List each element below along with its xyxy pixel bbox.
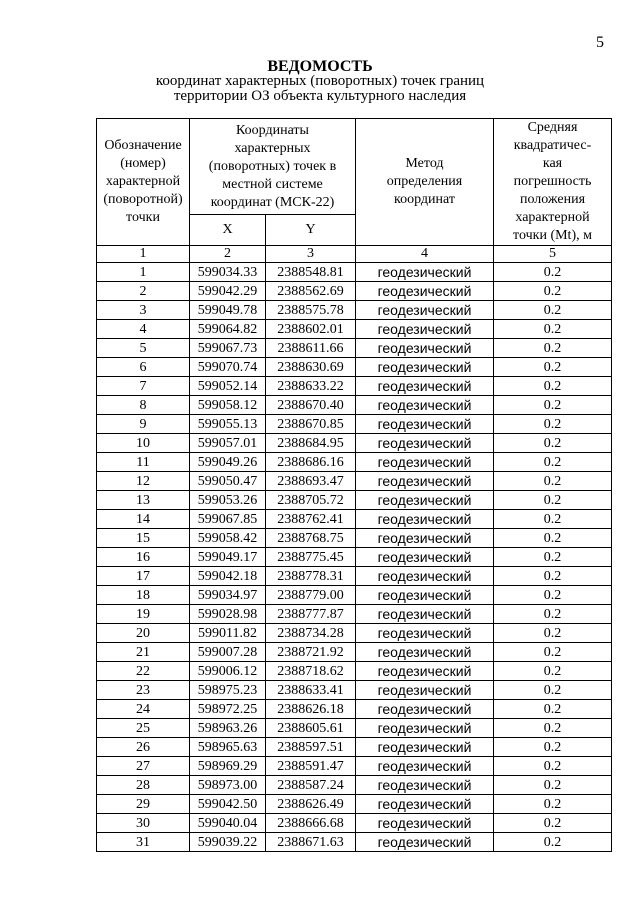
x-coordinate-cell: 598969.29 [190, 757, 266, 776]
y-coordinate-cell: 2388587.24 [266, 776, 356, 795]
method-cell: геодезический [356, 510, 494, 529]
table-row [97, 624, 612, 643]
error-cell: 0.2 [494, 377, 612, 396]
error-cell: 0.2 [494, 548, 612, 567]
point-number-cell: 6 [97, 358, 190, 377]
error-cell: 0.2 [494, 605, 612, 624]
error-cell: 0.2 [494, 396, 612, 415]
x-coordinate-cell: 598975.23 [190, 681, 266, 700]
method-cell: геодезический [356, 662, 494, 681]
x-coordinate-cell: 599011.82 [190, 624, 266, 643]
error-cell: 0.2 [494, 757, 612, 776]
table-row [97, 586, 612, 605]
y-coordinate-cell: 2388633.22 [266, 377, 356, 396]
header-error-line: Средняя [527, 120, 578, 135]
x-coordinate-cell: 599040.04 [190, 814, 266, 833]
point-number-cell: 28 [97, 776, 190, 795]
table-row [97, 643, 612, 662]
error-cell: 0.2 [494, 738, 612, 757]
point-number-cell: 10 [97, 434, 190, 453]
header-point-id [97, 119, 190, 246]
error-cell: 0.2 [494, 643, 612, 662]
header-point-id-line: характерной [105, 174, 181, 189]
header-error-line: погрешность [513, 174, 592, 189]
point-number-cell: 9 [97, 415, 190, 434]
x-coordinate-cell: 599049.17 [190, 548, 266, 567]
y-coordinate-cell: 2388693.47 [266, 472, 356, 491]
column-number: 2 [190, 246, 266, 263]
error-cell: 0.2 [494, 681, 612, 700]
x-coordinate-cell: 599042.18 [190, 567, 266, 586]
document-title: ВЕДОМОСТЬ [267, 58, 373, 75]
column-number: 4 [356, 246, 494, 263]
error-cell: 0.2 [494, 510, 612, 529]
header-point-id-line: (номер) [120, 156, 166, 171]
point-number-cell: 18 [97, 586, 190, 605]
point-number-cell: 4 [97, 320, 190, 339]
error-cell: 0.2 [494, 586, 612, 605]
error-cell: 0.2 [494, 320, 612, 339]
x-coordinate-cell: 599052.14 [190, 377, 266, 396]
x-coordinate-cell: 599058.12 [190, 396, 266, 415]
y-coordinate-cell: 2388605.61 [266, 719, 356, 738]
method-cell: геодезический [356, 814, 494, 833]
error-cell: 0.2 [494, 415, 612, 434]
method-cell: геодезический [356, 396, 494, 415]
error-cell: 0.2 [494, 567, 612, 586]
point-number-cell: 7 [97, 377, 190, 396]
method-cell: геодезический [356, 282, 494, 301]
x-coordinate-cell: 599006.12 [190, 662, 266, 681]
table-row [97, 396, 612, 415]
header-coordinates-line: (поворотных) точек в [208, 158, 337, 174]
method-cell: геодезический [356, 358, 494, 377]
header-method-line: координат [394, 192, 455, 207]
method-cell: геодезический [356, 453, 494, 472]
method-cell: геодезический [356, 738, 494, 757]
x-coordinate-cell: 599057.01 [190, 434, 266, 453]
header-method-line: определения [386, 174, 463, 189]
x-coordinate-cell: 599039.22 [190, 833, 266, 852]
point-number-cell: 26 [97, 738, 190, 757]
method-cell: геодезический [356, 263, 494, 282]
table-row [97, 719, 612, 738]
error-cell: 0.2 [494, 833, 612, 852]
point-number-cell: 31 [97, 833, 190, 852]
coordinates-table [96, 118, 612, 852]
x-coordinate-cell: 599007.28 [190, 643, 266, 662]
point-number-cell: 27 [97, 757, 190, 776]
header-coordinates-line: координат (МСК-22) [210, 194, 335, 210]
table-header-row [97, 119, 612, 215]
y-coordinate-cell: 2388602.01 [266, 320, 356, 339]
method-cell: геодезический [356, 700, 494, 719]
error-cell: 0.2 [494, 700, 612, 719]
x-coordinate-cell: 599042.29 [190, 282, 266, 301]
table-row [97, 548, 612, 567]
point-number-cell: 20 [97, 624, 190, 643]
error-cell: 0.2 [494, 301, 612, 320]
y-coordinate-cell: 2388597.51 [266, 738, 356, 757]
error-cell: 0.2 [494, 263, 612, 282]
method-cell: геодезический [356, 681, 494, 700]
table-row [97, 358, 612, 377]
error-cell: 0.2 [494, 282, 612, 301]
x-coordinate-cell: 598973.00 [190, 776, 266, 795]
y-coordinate-cell: 2388670.40 [266, 396, 356, 415]
method-cell: геодезический [356, 643, 494, 662]
x-coordinate-cell: 599042.50 [190, 795, 266, 814]
error-cell: 0.2 [494, 529, 612, 548]
point-number-cell: 14 [97, 510, 190, 529]
column-number: 1 [97, 246, 190, 263]
table-row [97, 681, 612, 700]
method-cell: геодезический [356, 434, 494, 453]
document-subtitle-line1: координат характерных (поворотных) точек границ [155, 73, 485, 89]
method-cell: геодезический [356, 605, 494, 624]
point-number-cell: 29 [97, 795, 190, 814]
point-number-cell: 5 [97, 339, 190, 358]
header-x: X [190, 215, 266, 246]
y-coordinate-cell: 2388705.72 [266, 491, 356, 510]
header-point-id-line: точки [126, 210, 160, 225]
table-row [97, 491, 612, 510]
y-coordinate-cell: 2388633.41 [266, 681, 356, 700]
method-cell: геодезический [356, 320, 494, 339]
y-coordinate-cell: 2388686.16 [266, 453, 356, 472]
table-row [97, 301, 612, 320]
table-row [97, 282, 612, 301]
document-subtitle-line2: территории ОЗ объекта культурного наследия [173, 88, 467, 104]
x-coordinate-cell: 599053.26 [190, 491, 266, 510]
method-cell: геодезический [356, 339, 494, 358]
method-cell: геодезический [356, 548, 494, 567]
x-coordinate-cell: 599034.33 [190, 263, 266, 282]
y-coordinate-cell: 2388684.95 [266, 434, 356, 453]
method-cell: геодезический [356, 472, 494, 491]
y-coordinate-cell: 2388775.45 [266, 548, 356, 567]
table-row [97, 776, 612, 795]
x-coordinate-cell: 599028.98 [190, 605, 266, 624]
method-cell: геодезический [356, 529, 494, 548]
method-cell: геодезический [356, 586, 494, 605]
error-cell: 0.2 [494, 472, 612, 491]
point-number-cell: 25 [97, 719, 190, 738]
header-y: Y [266, 215, 356, 246]
table-row [97, 700, 612, 719]
method-cell: геодезический [356, 491, 494, 510]
column-number-row [97, 246, 612, 263]
header-method-line: Метод [405, 156, 444, 171]
point-number-cell: 1 [97, 263, 190, 282]
header-error [494, 119, 612, 246]
header-error-line: характерной [515, 210, 590, 225]
point-number-cell: 19 [97, 605, 190, 624]
error-cell: 0.2 [494, 453, 612, 472]
point-number-cell: 15 [97, 529, 190, 548]
y-coordinate-cell: 2388562.69 [266, 282, 356, 301]
x-coordinate-cell: 599049.26 [190, 453, 266, 472]
header-error-line: квадратичес- [513, 138, 592, 153]
table-row [97, 320, 612, 339]
header-error-line: точки (Mt), м [513, 228, 592, 243]
x-coordinate-cell: 599050.47 [190, 472, 266, 491]
table-row [97, 795, 612, 814]
method-cell: геодезический [356, 833, 494, 852]
error-cell: 0.2 [494, 776, 612, 795]
method-cell: геодезический [356, 719, 494, 738]
method-cell: геодезический [356, 377, 494, 396]
table-row [97, 377, 612, 396]
method-cell: геодезический [356, 415, 494, 434]
header-coordinates-line: Координаты [236, 122, 309, 138]
table-row [97, 415, 612, 434]
point-number-cell: 2 [97, 282, 190, 301]
table-row [97, 529, 612, 548]
header-error-line: положения [519, 192, 586, 207]
y-coordinate-cell: 2388626.18 [266, 700, 356, 719]
y-coordinate-cell: 2388778.31 [266, 567, 356, 586]
y-coordinate-cell: 2388779.00 [266, 586, 356, 605]
table-row [97, 833, 612, 852]
method-cell: геодезический [356, 776, 494, 795]
point-number-cell: 17 [97, 567, 190, 586]
point-number-cell: 12 [97, 472, 190, 491]
table-row [97, 510, 612, 529]
y-coordinate-cell: 2388671.63 [266, 833, 356, 852]
point-number-cell: 30 [97, 814, 190, 833]
table-row [97, 434, 612, 453]
error-cell: 0.2 [494, 434, 612, 453]
table-row [97, 738, 612, 757]
x-coordinate-cell: 599058.42 [190, 529, 266, 548]
table-row [97, 662, 612, 681]
error-cell: 0.2 [494, 358, 612, 377]
header-method [356, 119, 494, 246]
y-coordinate-cell: 2388630.69 [266, 358, 356, 377]
table-row [97, 339, 612, 358]
column-number: 5 [494, 246, 612, 263]
point-number-cell: 23 [97, 681, 190, 700]
table-row [97, 263, 612, 282]
x-coordinate-cell: 599067.85 [190, 510, 266, 529]
method-cell: геодезический [356, 795, 494, 814]
column-number: 3 [266, 246, 356, 263]
table-row [97, 472, 612, 491]
table-row [97, 567, 612, 586]
x-coordinate-cell: 599049.78 [190, 301, 266, 320]
x-coordinate-cell: 599064.82 [190, 320, 266, 339]
point-number-cell: 3 [97, 301, 190, 320]
x-coordinate-cell: 598972.25 [190, 700, 266, 719]
table-row [97, 453, 612, 472]
y-coordinate-cell: 2388768.75 [266, 529, 356, 548]
method-cell: геодезический [356, 624, 494, 643]
method-cell: геодезический [356, 757, 494, 776]
error-cell: 0.2 [494, 491, 612, 510]
point-number-cell: 8 [97, 396, 190, 415]
header-coordinates-line: характерных [234, 140, 311, 156]
header-coordinates-line: местной системе [222, 176, 323, 192]
point-number-cell: 21 [97, 643, 190, 662]
y-coordinate-cell: 2388575.78 [266, 301, 356, 320]
y-coordinate-cell: 2388548.81 [266, 263, 356, 282]
method-cell: геодезический [356, 301, 494, 320]
header-coordinates [190, 119, 356, 215]
point-number-cell: 11 [97, 453, 190, 472]
error-cell: 0.2 [494, 662, 612, 681]
method-cell: геодезический [356, 567, 494, 586]
table-row [97, 814, 612, 833]
y-coordinate-cell: 2388777.87 [266, 605, 356, 624]
y-coordinate-cell: 2388670.85 [266, 415, 356, 434]
header-point-id-line: (поворотной) [103, 192, 183, 207]
error-cell: 0.2 [494, 624, 612, 643]
x-coordinate-cell: 599070.74 [190, 358, 266, 377]
x-coordinate-cell: 598963.26 [190, 719, 266, 738]
x-coordinate-cell: 598965.63 [190, 738, 266, 757]
x-coordinate-cell: 599067.73 [190, 339, 266, 358]
y-coordinate-cell: 2388611.66 [266, 339, 356, 358]
error-cell: 0.2 [494, 795, 612, 814]
error-cell: 0.2 [494, 719, 612, 738]
error-cell: 0.2 [494, 339, 612, 358]
x-coordinate-cell: 599055.13 [190, 415, 266, 434]
page-number: 5 [596, 34, 604, 51]
point-number-cell: 16 [97, 548, 190, 567]
x-coordinate-cell: 599034.97 [190, 586, 266, 605]
header-point-id-line: Обозначение [104, 138, 182, 153]
header-error-line: кая [542, 156, 563, 171]
y-coordinate-cell: 2388718.62 [266, 662, 356, 681]
y-coordinate-cell: 2388734.28 [266, 624, 356, 643]
y-coordinate-cell: 2388666.68 [266, 814, 356, 833]
table-row [97, 605, 612, 624]
error-cell: 0.2 [494, 814, 612, 833]
y-coordinate-cell: 2388626.49 [266, 795, 356, 814]
y-coordinate-cell: 2388762.41 [266, 510, 356, 529]
y-coordinate-cell: 2388591.47 [266, 757, 356, 776]
y-coordinate-cell: 2388721.92 [266, 643, 356, 662]
point-number-cell: 24 [97, 700, 190, 719]
table-row [97, 757, 612, 776]
point-number-cell: 22 [97, 662, 190, 681]
point-number-cell: 13 [97, 491, 190, 510]
